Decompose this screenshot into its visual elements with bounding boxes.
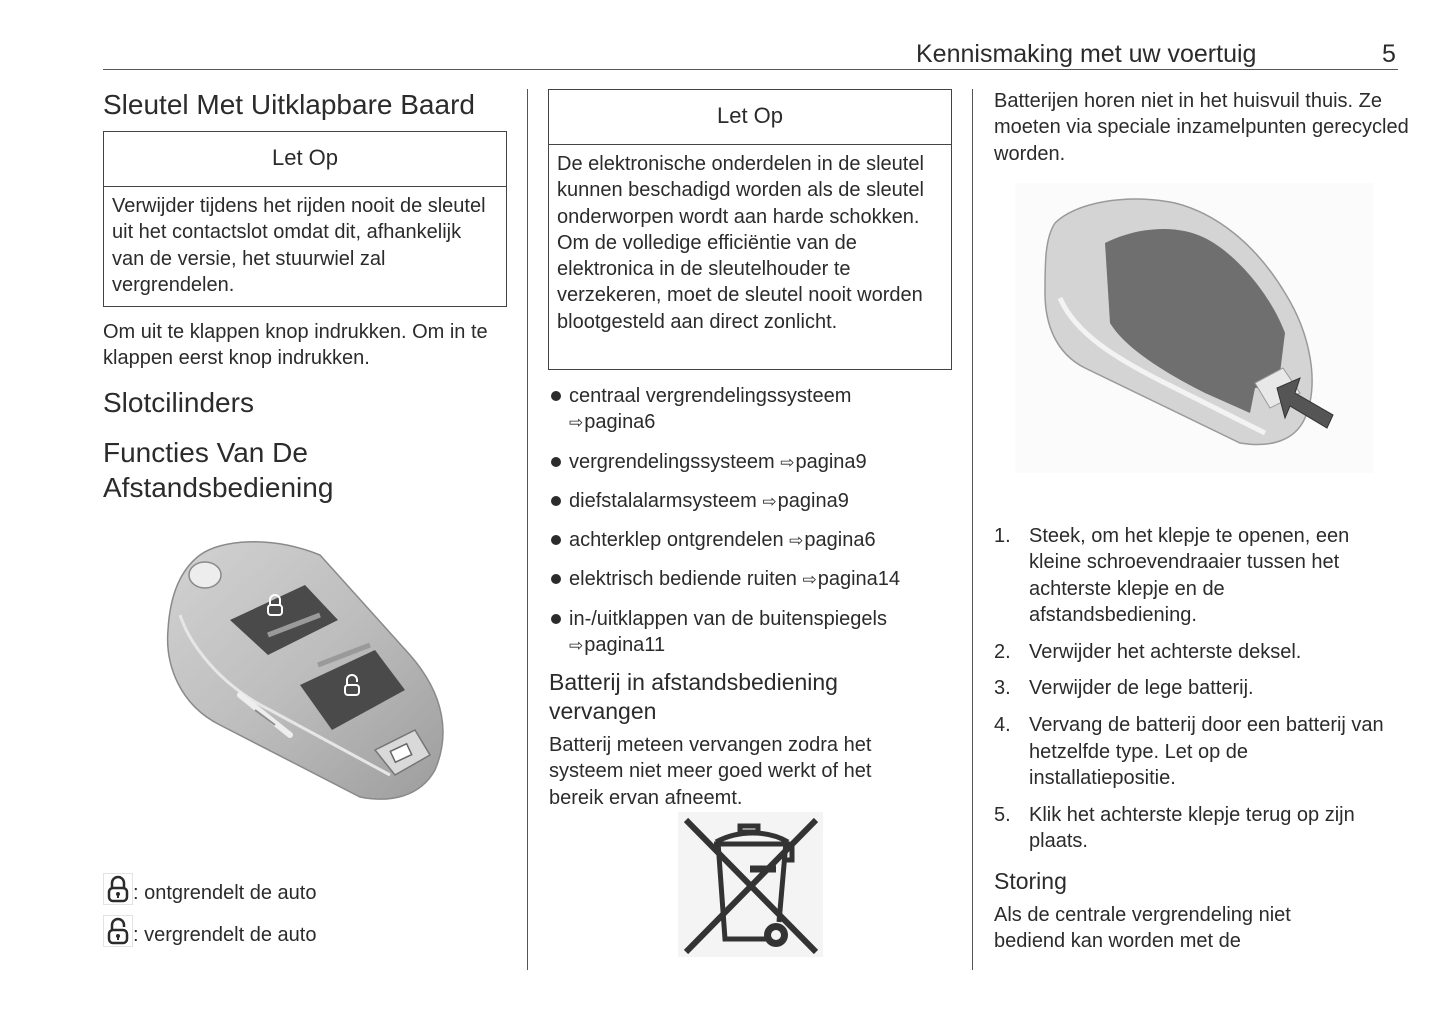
- column-divider-1: [527, 89, 528, 970]
- key-fob-back-cover-illustration: [1015, 183, 1373, 473]
- arrow-right-icon: ⇨: [780, 452, 795, 472]
- list-item: centraal vergrendelingssysteem ⇨pagina6: [549, 383, 949, 437]
- folding-key-fob-illustration: [160, 535, 460, 805]
- list-item: diefstalalarmsysteem ⇨pagina9: [549, 488, 949, 515]
- heading-remote-functions: Functies Van De Afstandsbediening: [103, 437, 334, 503]
- list-item: elektrisch bediende ruiten ⇨pagina14: [549, 566, 949, 593]
- notice-body: De elektronische onderdelen in de sleutel kunnen beschadigd worden als de sleutel onderworpen wordt aan harde schokken. Om de volledige efficiëntie van de elektronica in de sleutelhouder te verzekeren, moet de sleutel nooit worden blootgesteld aan direct zonlicht.: [557, 153, 924, 333]
- step-item: 5. Klik het achterste klepje terug op zijn plaats.: [994, 803, 1355, 852]
- arrow-right-icon: ⇨: [569, 636, 584, 656]
- battery-replacement-steps: [994, 523, 1394, 865]
- chapter-title: Kennismaking met uw voertuig: [916, 40, 1257, 68]
- heading-lock-cylinders: Slotcilinders: [103, 387, 254, 418]
- page-reference-link[interactable]: ⇨pagina9: [780, 450, 867, 473]
- page-reference-link[interactable]: ⇨pagina6: [789, 529, 876, 552]
- column-divider-2: [972, 89, 973, 970]
- remote-functions-list: [549, 383, 949, 671]
- page-reference-link[interactable]: ⇨pagina6: [569, 411, 656, 434]
- step-item: 3. Verwijder de lege batterij.: [994, 677, 1254, 700]
- fold-instructions: Om uit te klappen knop indrukken. Om in te klappen eerst knop indrukken.: [103, 321, 488, 370]
- notice-box-steering-lock: [103, 131, 507, 307]
- notice-box-electronics: [548, 89, 952, 370]
- notice-body: Verwijder tijdens het rijden nooit de sleutel uit het contactslot omdat dit, afhankelijk van de versie, het stuurwiel zal vergrendelen.: [112, 195, 486, 296]
- bullet-icon: [551, 535, 561, 545]
- arrow-right-icon: ⇨: [762, 491, 777, 511]
- heading-battery-replacement: Batterij in afstandsbediening vervangen: [549, 669, 838, 724]
- notice-title: Let Op: [104, 132, 506, 187]
- arrow-right-icon: ⇨: [569, 413, 584, 433]
- step-item: 2. Verwijder het achterste deksel.: [994, 640, 1302, 663]
- page-number: 5: [1382, 40, 1396, 68]
- heading-key: Sleutel Met Uitklapbare Baard: [103, 89, 475, 120]
- bullet-icon: [551, 574, 561, 584]
- lock-closed-icon: [103, 873, 133, 905]
- battery-disposal-text: Batterijen horen niet in het huisvuil thuis. Ze moeten via speciale inzamelpunten gerecycled worden.: [994, 90, 1409, 165]
- bullet-icon: [551, 496, 561, 506]
- legend-lock: [103, 915, 316, 947]
- legend-text: : ontgrendelt de auto: [133, 882, 317, 904]
- legend-text: : vergrendelt de auto: [133, 924, 317, 946]
- battery-text: Batterij meteen vervangen zodra het systeem niet meer goed werkt of het bereik ervan afneemt.: [549, 734, 872, 809]
- page-reference-link[interactable]: ⇨pagina11: [569, 634, 666, 657]
- list-item: achterklep ontgrendelen ⇨pagina6: [549, 527, 949, 554]
- arrow-right-icon: ⇨: [789, 531, 804, 551]
- heading-fault: Storing: [994, 868, 1067, 894]
- bullet-icon: [551, 457, 561, 467]
- notice-title: Let Op: [549, 90, 951, 145]
- lock-open-icon: [103, 915, 133, 947]
- bullet-icon: [551, 614, 561, 624]
- step-item: 4. Vervang de batterij door een batterij van hetzelfde type. Let op de installatiepositie.: [994, 714, 1384, 789]
- fault-text: Als de centrale vergrendeling niet bediend kan worden met de: [994, 904, 1291, 953]
- header-rule: [103, 69, 1398, 70]
- bullet-icon: [551, 391, 561, 401]
- arrow-right-icon: ⇨: [802, 570, 817, 590]
- list-item: vergrendelingssysteem ⇨pagina9: [549, 449, 949, 476]
- legend-unlock: [103, 873, 316, 905]
- list-item: in-/uitklappen van de buitenspiegels ⇨pagina11: [549, 606, 949, 660]
- page-reference-link[interactable]: ⇨pagina9: [762, 489, 849, 512]
- step-item: 1. Steek, om het klepje te openen, een kleine schroevendraaier tussen het achterste klepje en de afstandsbediening.: [994, 525, 1350, 626]
- page-reference-link[interactable]: ⇨pagina14: [802, 568, 901, 591]
- crossed-out-wheelie-bin-icon: [678, 812, 823, 957]
